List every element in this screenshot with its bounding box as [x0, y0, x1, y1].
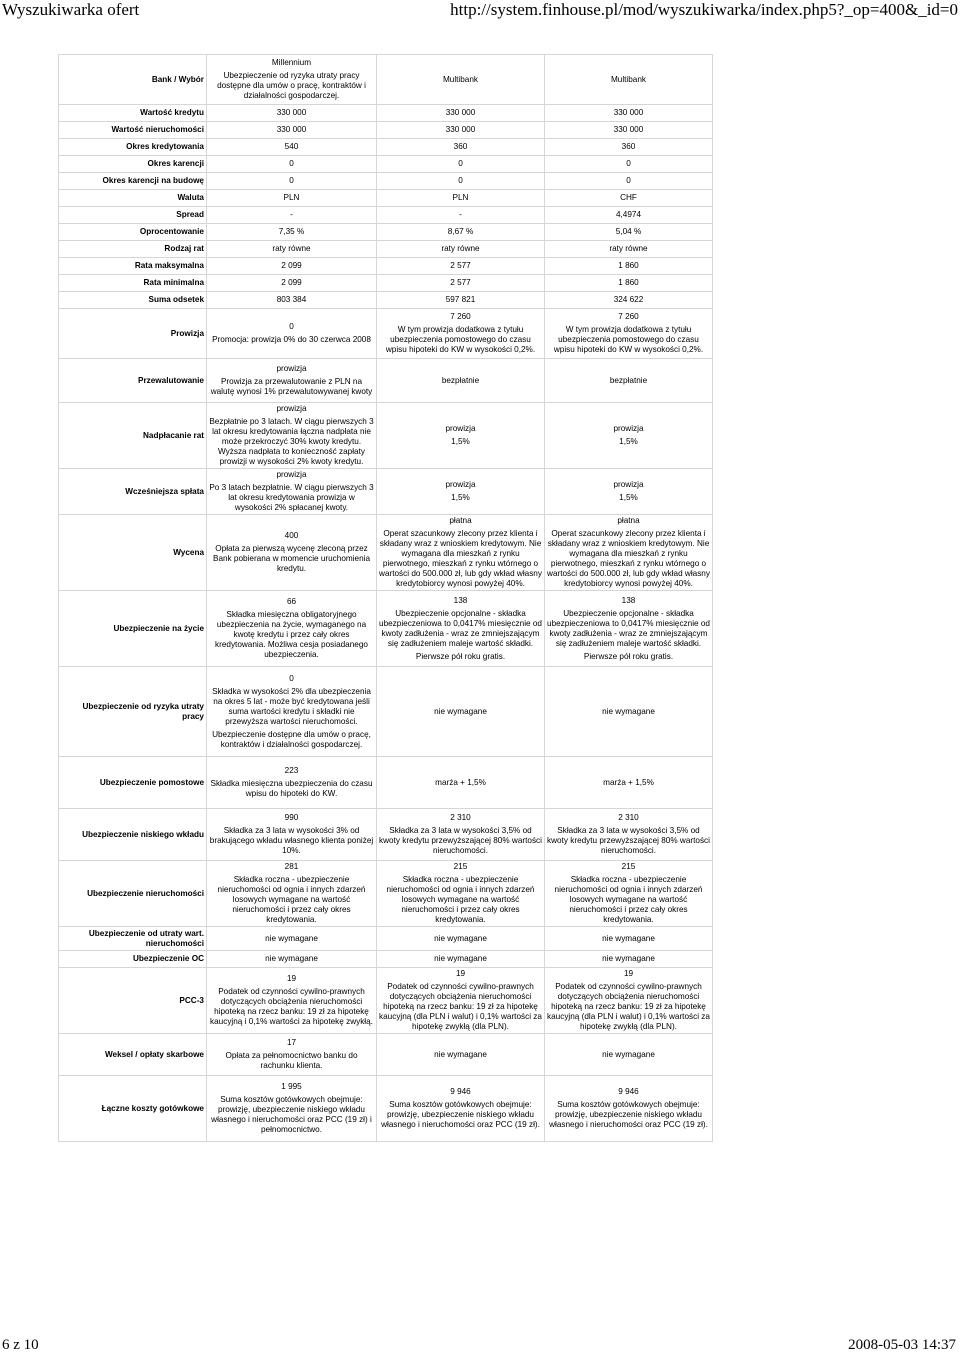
cell-value: marża + 1,5% [603, 777, 654, 787]
cell-value: 138 [621, 595, 636, 605]
table-cell [545, 667, 713, 757]
cell-value: raty równe [272, 244, 311, 253]
table-cell [545, 809, 713, 861]
cell-value: CHF [620, 193, 637, 202]
row-label: Okres karencji na budowę [59, 173, 207, 190]
row-label: Ubezpieczenie niskiego wkładu [59, 809, 207, 861]
bank-column-1[interactable] [377, 55, 545, 105]
table-row [59, 190, 713, 207]
table-row [59, 469, 713, 515]
cell-value: 7 260 [618, 312, 639, 321]
row-label: Ubezpieczenie OC [59, 951, 207, 968]
cell-note: 1,5% [451, 437, 470, 446]
row-label: Oprocentowanie [59, 224, 207, 241]
table-cell [377, 309, 545, 359]
cell-value: 17 [286, 1038, 297, 1047]
cell-value: 330 000 [613, 108, 644, 117]
row-label: Okres kredytowania [59, 139, 207, 156]
cell-value: 330 000 [613, 125, 644, 134]
table-cell [377, 156, 545, 173]
cell-value: 5,04 % [615, 227, 642, 236]
cell-note: Opłata za pierwszą wycenę zleconą przez Bank pobierana w momencie uruchomienia kredytu. [212, 544, 370, 573]
offers-comparison-table [58, 54, 713, 1142]
cell-note: Podatek od czynności cywilno-prawnych dotyczących obciążenia nieruchomości hipoteką na rzecz banku: 19 zł za hipotekę kaucyjną (dla PLN i walut) i 0,1% wartości za hipotekę zwykłą (dla PLN). [547, 982, 710, 1031]
table-cell [377, 809, 545, 861]
table-cell [377, 861, 545, 927]
table-row [59, 292, 713, 309]
cell-value: bezpłatnie [609, 375, 648, 385]
table-cell [207, 122, 377, 139]
row-label: Ubezpieczenie od utraty wart. nieruchomości [59, 927, 207, 951]
table-row [59, 139, 713, 156]
cell-value: nie wymagane [434, 706, 487, 716]
cell-value: 2 577 [450, 278, 471, 287]
cell-value: 1 860 [618, 261, 639, 270]
table-cell [545, 105, 713, 122]
table-cell [377, 241, 545, 258]
row-label: Okres karencji [59, 156, 207, 173]
cell-value: 400 [284, 531, 299, 540]
cell-note: Operat szacunkowy zlecony przez klienta i składany wraz z wnioskiem kredytowym. Nie wymagana dla mieszkań z rynku pierwotnego, mieszkań z rynku wtórnego o wartości do 500.000 zł, lub gdy wkład własny kredytobiorcy wynosi powyżej 40%. [547, 529, 710, 588]
table-cell [545, 591, 713, 667]
cell-value: 2 310 [450, 813, 471, 822]
table-row [59, 156, 713, 173]
cell-note: Podatek od czynności cywilno-prawnych dotyczących obciążenia nieruchomości hipoteką na rzecz banku: 19 zł za hipotekę kaucyjną i 0,1% wartości za hipotekę zwykłą. [210, 987, 373, 1026]
table-cell [207, 515, 377, 591]
cell-value: płatna [449, 516, 472, 525]
cell-value: 8,67 % [447, 227, 474, 236]
table-cell [545, 139, 713, 156]
cell-note: 1,5% [619, 493, 638, 502]
table-cell [207, 258, 377, 275]
cell-value: 7 260 [450, 312, 471, 321]
table-cell [207, 1034, 377, 1076]
row-label: Rodzaj rat [59, 241, 207, 258]
cell-value: 0 [626, 176, 631, 185]
table-cell [207, 951, 377, 968]
table-cell [377, 1034, 545, 1076]
cell-value: 2 577 [450, 261, 471, 270]
cell-note: Bezpłatnie po 3 latach. W ciągu pierwszych 3 lat okresu kredytowania łączna nadpłata nie może przekroczyć 30% kwoty kredytu. Wyższa nadpłata to konieczność zapłaty prowizji w wysokości 2% kwoty kredytu. [209, 417, 374, 466]
table-row [59, 309, 713, 359]
table-cell [545, 258, 713, 275]
table-cell [377, 515, 545, 591]
table-cell [207, 241, 377, 258]
table-row [59, 861, 713, 927]
cell-note: Ubezpieczenie dostępne dla umów o pracę, kontraktów i działalności gospodarczej. [212, 729, 371, 749]
table-cell [377, 968, 545, 1034]
table-cell [207, 927, 377, 951]
cell-value: 0 [289, 673, 294, 683]
print-footer [0, 1336, 960, 1354]
row-label: Rata maksymalna [59, 258, 207, 275]
table-cell [207, 469, 377, 515]
table-cell [377, 224, 545, 241]
table-cell [545, 861, 713, 927]
cell-value: 19 [286, 974, 297, 983]
table-cell [377, 951, 545, 968]
row-label: Wcześniejsza spłata [59, 469, 207, 515]
cell-value: nie wymagane [434, 933, 487, 943]
cell-note: Składka za 3 lata w wysokości 3,5% od kwoty kredytu przewyższającej 80% wartości nieruchomości. [547, 826, 710, 855]
cell-value: 324 622 [613, 295, 644, 304]
cell-value: nie wymagane [434, 1049, 487, 1059]
cell-note: Operat szacunkowy zlecony przez klienta i składany wraz z wnioskiem kredytowym. Nie wymagana dla mieszkań z rynku pierwotnego, mieszkań z rynku wtórnego o wartości do 500.000 zł, lub gdy wkład własny kredytobiorcy wynosi powyżej 40%. [379, 529, 542, 588]
table-cell [377, 190, 545, 207]
table-cell [545, 403, 713, 469]
table-cell [207, 207, 377, 224]
cell-value: 138 [453, 595, 468, 605]
cell-value: 330 000 [276, 108, 307, 117]
cell-value: prowizja [276, 364, 307, 373]
table-cell [207, 275, 377, 292]
row-label: Ubezpieczenie nieruchomości [59, 861, 207, 927]
table-cell [545, 951, 713, 968]
row-label: Prowizja [59, 309, 207, 359]
table-cell [207, 292, 377, 309]
table-cell [207, 667, 377, 757]
cell-value: nie wymagane [602, 954, 655, 963]
cell-value: Multibank [442, 74, 479, 84]
table-cell [377, 292, 545, 309]
bank-column-0[interactable] [207, 55, 377, 105]
cell-note: Ubezpieczenie opcjonalne - składka ubezpieczeniowa to 0,0417% miesięcznie od kwoty zadłużenia - wraz ze zmniejszającym się zadłużeniem maleje wartość składki. [547, 608, 710, 648]
cell-note: Składka roczna - ubezpieczenie nieruchomości od ognia i innych zdarzeń losowych wymagane na wartość nieruchomości i przez cały okres kredytowania. [554, 875, 703, 924]
row-label: Spread [59, 207, 207, 224]
cell-value: prowizja [276, 404, 307, 413]
table-cell [545, 224, 713, 241]
cell-value: 66 [286, 597, 297, 606]
table-cell [545, 515, 713, 591]
cell-value: 360 [453, 142, 468, 151]
row-label: Wartość nieruchomości [59, 122, 207, 139]
cell-note: Promocja: prowizja 0% do 30 czerwca 2008 [212, 335, 371, 344]
cell-note: Składka w wysokości 2% dla ubezpieczenia na okres 5 lat - może być kredytowana jeśli suma wartości kredytu i składki nie przewyższa wartości nieruchomości. [212, 686, 371, 726]
cell-value: 597 821 [445, 295, 476, 304]
table-row [59, 1034, 713, 1076]
table-cell [545, 359, 713, 403]
cell-value: 330 000 [276, 125, 307, 134]
table-row [59, 122, 713, 139]
table-cell [207, 156, 377, 173]
table-cell [545, 309, 713, 359]
cell-value: bezpłatnie [441, 375, 480, 385]
row-label: Wartość kredytu [59, 105, 207, 122]
table-cell [207, 139, 377, 156]
cell-value: 0 [458, 176, 463, 185]
page-title: Wyszukiwarka ofert [2, 0, 140, 19]
table-cell [377, 258, 545, 275]
page-url: http://system.finhouse.pl/mod/wyszukiwarka/index.php5?_op=400&_id=0 [450, 0, 958, 19]
table-cell [377, 927, 545, 951]
cell-value: prowizja [613, 424, 644, 433]
table-cell [377, 105, 545, 122]
cell-value: 803 384 [276, 295, 307, 304]
cell-value: 7,35 % [278, 227, 305, 236]
table-row [59, 105, 713, 122]
cell-value: nie wymagane [265, 954, 318, 963]
cell-note: 1,5% [619, 437, 638, 446]
table-cell [207, 173, 377, 190]
row-label: PCC-3 [59, 968, 207, 1034]
row-label: Nadpłacanie rat [59, 403, 207, 469]
cell-note: Składka miesięczna obligatoryjnego ubezpieczenia na życie, wymaganego na kwotę kredytu i przez cały okres kredytowania. Możliwa cesja posiadanego ubezpieczenia. [215, 610, 368, 659]
table-cell [545, 1034, 713, 1076]
table-row [59, 173, 713, 190]
table-row [59, 258, 713, 275]
table-row [59, 207, 713, 224]
table-cell [207, 190, 377, 207]
table-cell [207, 1076, 377, 1142]
cell-note: Pierwsze pół roku gratis. [415, 651, 506, 661]
row-label: Przewalutowanie [59, 359, 207, 403]
cell-value: prowizja [445, 424, 476, 433]
cell-value: 0 [289, 159, 294, 168]
cell-value: marża + 1,5% [435, 777, 486, 787]
table-cell [545, 469, 713, 515]
table-cell [377, 1076, 545, 1142]
row-label: Rata minimalna [59, 275, 207, 292]
cell-note: W tym prowizja dodatkowa z tytułu ubezpieczenia pomostowego do czasu wpisu hipoteki do KW w wysokości 0,2%. [553, 325, 704, 354]
table-cell [545, 275, 713, 292]
table-cell [377, 757, 545, 809]
table-cell [207, 861, 377, 927]
cell-value: prowizja [445, 480, 476, 489]
table-cell [377, 207, 545, 224]
table-cell [545, 757, 713, 809]
cell-value: - [459, 210, 462, 219]
cell-value: 215 [621, 862, 636, 871]
row-label: Ubezpieczenie na życie [59, 591, 207, 667]
bank-header-label: Bank / Wybór [59, 55, 207, 105]
cell-note: Składka miesięczna ubezpieczenia do czasu wpisu do hipoteki do KW. [210, 779, 373, 798]
cell-value: nie wymagane [602, 933, 655, 943]
cell-value: nie wymagane [602, 706, 655, 716]
cell-value: raty równe [609, 244, 648, 253]
cell-value: płatna [617, 516, 640, 525]
table-cell [545, 190, 713, 207]
cell-note: Suma kosztów gotówkowych obejmuje: prowizję, ubezpieczenie niskiego wkładu własnego i nieruchomości oraz PCC (19 zł). [549, 1100, 708, 1129]
cell-note: Po 3 latach bezpłatnie. W ciągu pierwszych 3 lat okresu kredytowania prowizja w wysokości 2% spłacanej kwoty. [209, 483, 374, 512]
cell-value: 2 099 [281, 278, 302, 287]
print-datetime: 2008-05-03 14:37 [848, 1337, 956, 1353]
bank-column-2[interactable] [545, 55, 713, 105]
row-label: Weksel / opłaty skarbowe [59, 1034, 207, 1076]
cell-value: nie wymagane [602, 1049, 655, 1059]
table-cell [207, 591, 377, 667]
table-row [59, 359, 713, 403]
cell-value: 0 [289, 322, 294, 331]
cell-value: 360 [621, 142, 636, 151]
row-label: Suma odsetek [59, 292, 207, 309]
cell-value: 0 [289, 176, 294, 185]
cell-value: nie wymagane [434, 954, 487, 963]
table-row [59, 591, 713, 667]
page-number: 6 z 10 [2, 1337, 39, 1353]
table-cell [207, 359, 377, 403]
table-row [59, 515, 713, 591]
table-cell [545, 241, 713, 258]
table-row [59, 1076, 713, 1142]
cell-note: Składka roczna - ubezpieczenie nieruchomości od ognia i innych zdarzeń losowych wymagane na wartość nieruchomości i przez cały okres kredytowania. [217, 875, 366, 924]
cell-value: 990 [284, 813, 299, 822]
table-cell [377, 139, 545, 156]
cell-value: 2 099 [281, 261, 302, 270]
table-cell [377, 591, 545, 667]
table-row [59, 951, 713, 968]
table-row [59, 927, 713, 951]
cell-note: Podatek od czynności cywilno-prawnych dotyczących obciążenia nieruchomości hipoteką na rzecz banku: 19 zł za hipotekę kaucyjną (dla PLN i walut) i 0,1% wartości za hipotekę zwykłą (dla PLN). [379, 982, 542, 1031]
row-label: Wycena [59, 515, 207, 591]
cell-note: 1,5% [451, 493, 470, 502]
table-cell [377, 403, 545, 469]
cell-value: Multibank [610, 74, 647, 84]
cell-value: prowizja [276, 470, 307, 479]
table-cell [207, 105, 377, 122]
cell-value: Millennium [271, 58, 312, 67]
table-cell [545, 292, 713, 309]
table-row [59, 809, 713, 861]
cell-value: prowizja [613, 480, 644, 489]
cell-value: 0 [458, 159, 463, 168]
cell-note: Prowizja za przewalutowanie z PLN na walutę wynosi 1% przewalutowywanej kwoty [210, 377, 373, 396]
table-cell [377, 667, 545, 757]
cell-value: 9 946 [618, 1087, 639, 1096]
table-cell [545, 122, 713, 139]
cell-value: PLN [452, 193, 469, 202]
table-cell [377, 173, 545, 190]
row-label: Łączne koszty gotówkowe [59, 1076, 207, 1142]
cell-note: Opłata za pełnomocnictwo banku do rachunku klienta. [225, 1051, 358, 1070]
table-cell [207, 403, 377, 469]
cell-note: W tym prowizja dodatkowa z tytułu ubezpieczenia pomostowego do czasu wpisu hipoteki do KW w wysokości 0,2%. [385, 325, 536, 354]
cell-note: Ubezpieczenie od ryzyka utraty pracy dostępne dla umów o pracę, kontraktów i działalności gospodarczej. [217, 71, 366, 100]
row-label: Ubezpieczenie od ryzyka utraty pracy [59, 667, 207, 757]
cell-value: 215 [453, 862, 468, 871]
cell-value: 0 [626, 159, 631, 168]
bank-header-row [59, 55, 713, 105]
cell-note: Suma kosztów gotówkowych obejmuje: prowizję, ubezpieczenie niskiego wkładu własnego i nieruchomości oraz PCC (19 zł). [381, 1100, 540, 1129]
table-row [59, 968, 713, 1034]
table-cell [377, 275, 545, 292]
table-cell [207, 309, 377, 359]
table-cell [377, 359, 545, 403]
cell-note: Składka za 3 lata w wysokości 3% od brakującego wkładu własnego klienta poniżej 10%. [209, 826, 374, 855]
table-cell [207, 809, 377, 861]
offers-table-body [59, 105, 713, 1142]
table-row [59, 667, 713, 757]
cell-note: Składka za 3 lata w wysokości 3,5% od kwoty kredytu przewyższającej 80% wartości nieruchomości. [379, 826, 542, 855]
cell-note: Suma kosztów gotówkowych obejmuje: prowizję, ubezpieczenie niskiego wkładu własnego i nieruchomości oraz PCC (19 zł) i pełnomocnictwo. [211, 1095, 372, 1134]
table-cell [207, 757, 377, 809]
cell-value: nie wymagane [265, 933, 318, 943]
cell-value: 19 [455, 969, 466, 978]
cell-note: Składka roczna - ubezpieczenie nieruchomości od ognia i innych zdarzeń losowych wymagane na wartość nieruchomości i przez cały okres kredytowania. [386, 875, 535, 924]
cell-value: 330 000 [445, 125, 476, 134]
cell-value: 330 000 [445, 108, 476, 117]
cell-value: PLN [283, 193, 300, 202]
cell-value: 2 310 [618, 813, 639, 822]
table-cell [207, 224, 377, 241]
cell-value: 540 [284, 142, 299, 151]
cell-value: 4,4974 [615, 210, 642, 219]
cell-note: Ubezpieczenie opcjonalne - składka ubezpieczeniowa to 0,0417% miesięcznie od kwoty zadłużenia - wraz ze zmniejszającym się zadłużeniem maleje wartość składki. [379, 608, 542, 648]
table-cell [545, 927, 713, 951]
table-row [59, 275, 713, 292]
cell-value: 19 [623, 969, 634, 978]
cell-value: 9 946 [450, 1087, 471, 1096]
cell-value: 223 [284, 766, 299, 775]
row-label: Ubezpieczenie pomostowe [59, 757, 207, 809]
cell-value: raty równe [441, 244, 480, 253]
table-row [59, 224, 713, 241]
cell-value: 1 860 [618, 278, 639, 287]
cell-note: Pierwsze pół roku gratis. [583, 651, 674, 661]
print-header [0, 0, 960, 22]
table-cell [545, 173, 713, 190]
table-cell [545, 968, 713, 1034]
cell-value: 1 995 [281, 1082, 302, 1091]
table-cell [377, 469, 545, 515]
table-cell [545, 156, 713, 173]
cell-value: - [290, 210, 293, 219]
table-cell [545, 1076, 713, 1142]
row-label: Waluta [59, 190, 207, 207]
table-row [59, 241, 713, 258]
table-row [59, 403, 713, 469]
table-cell [207, 968, 377, 1034]
table-cell [545, 207, 713, 224]
cell-value: 281 [284, 862, 299, 871]
table-row [59, 757, 713, 809]
table-cell [377, 122, 545, 139]
